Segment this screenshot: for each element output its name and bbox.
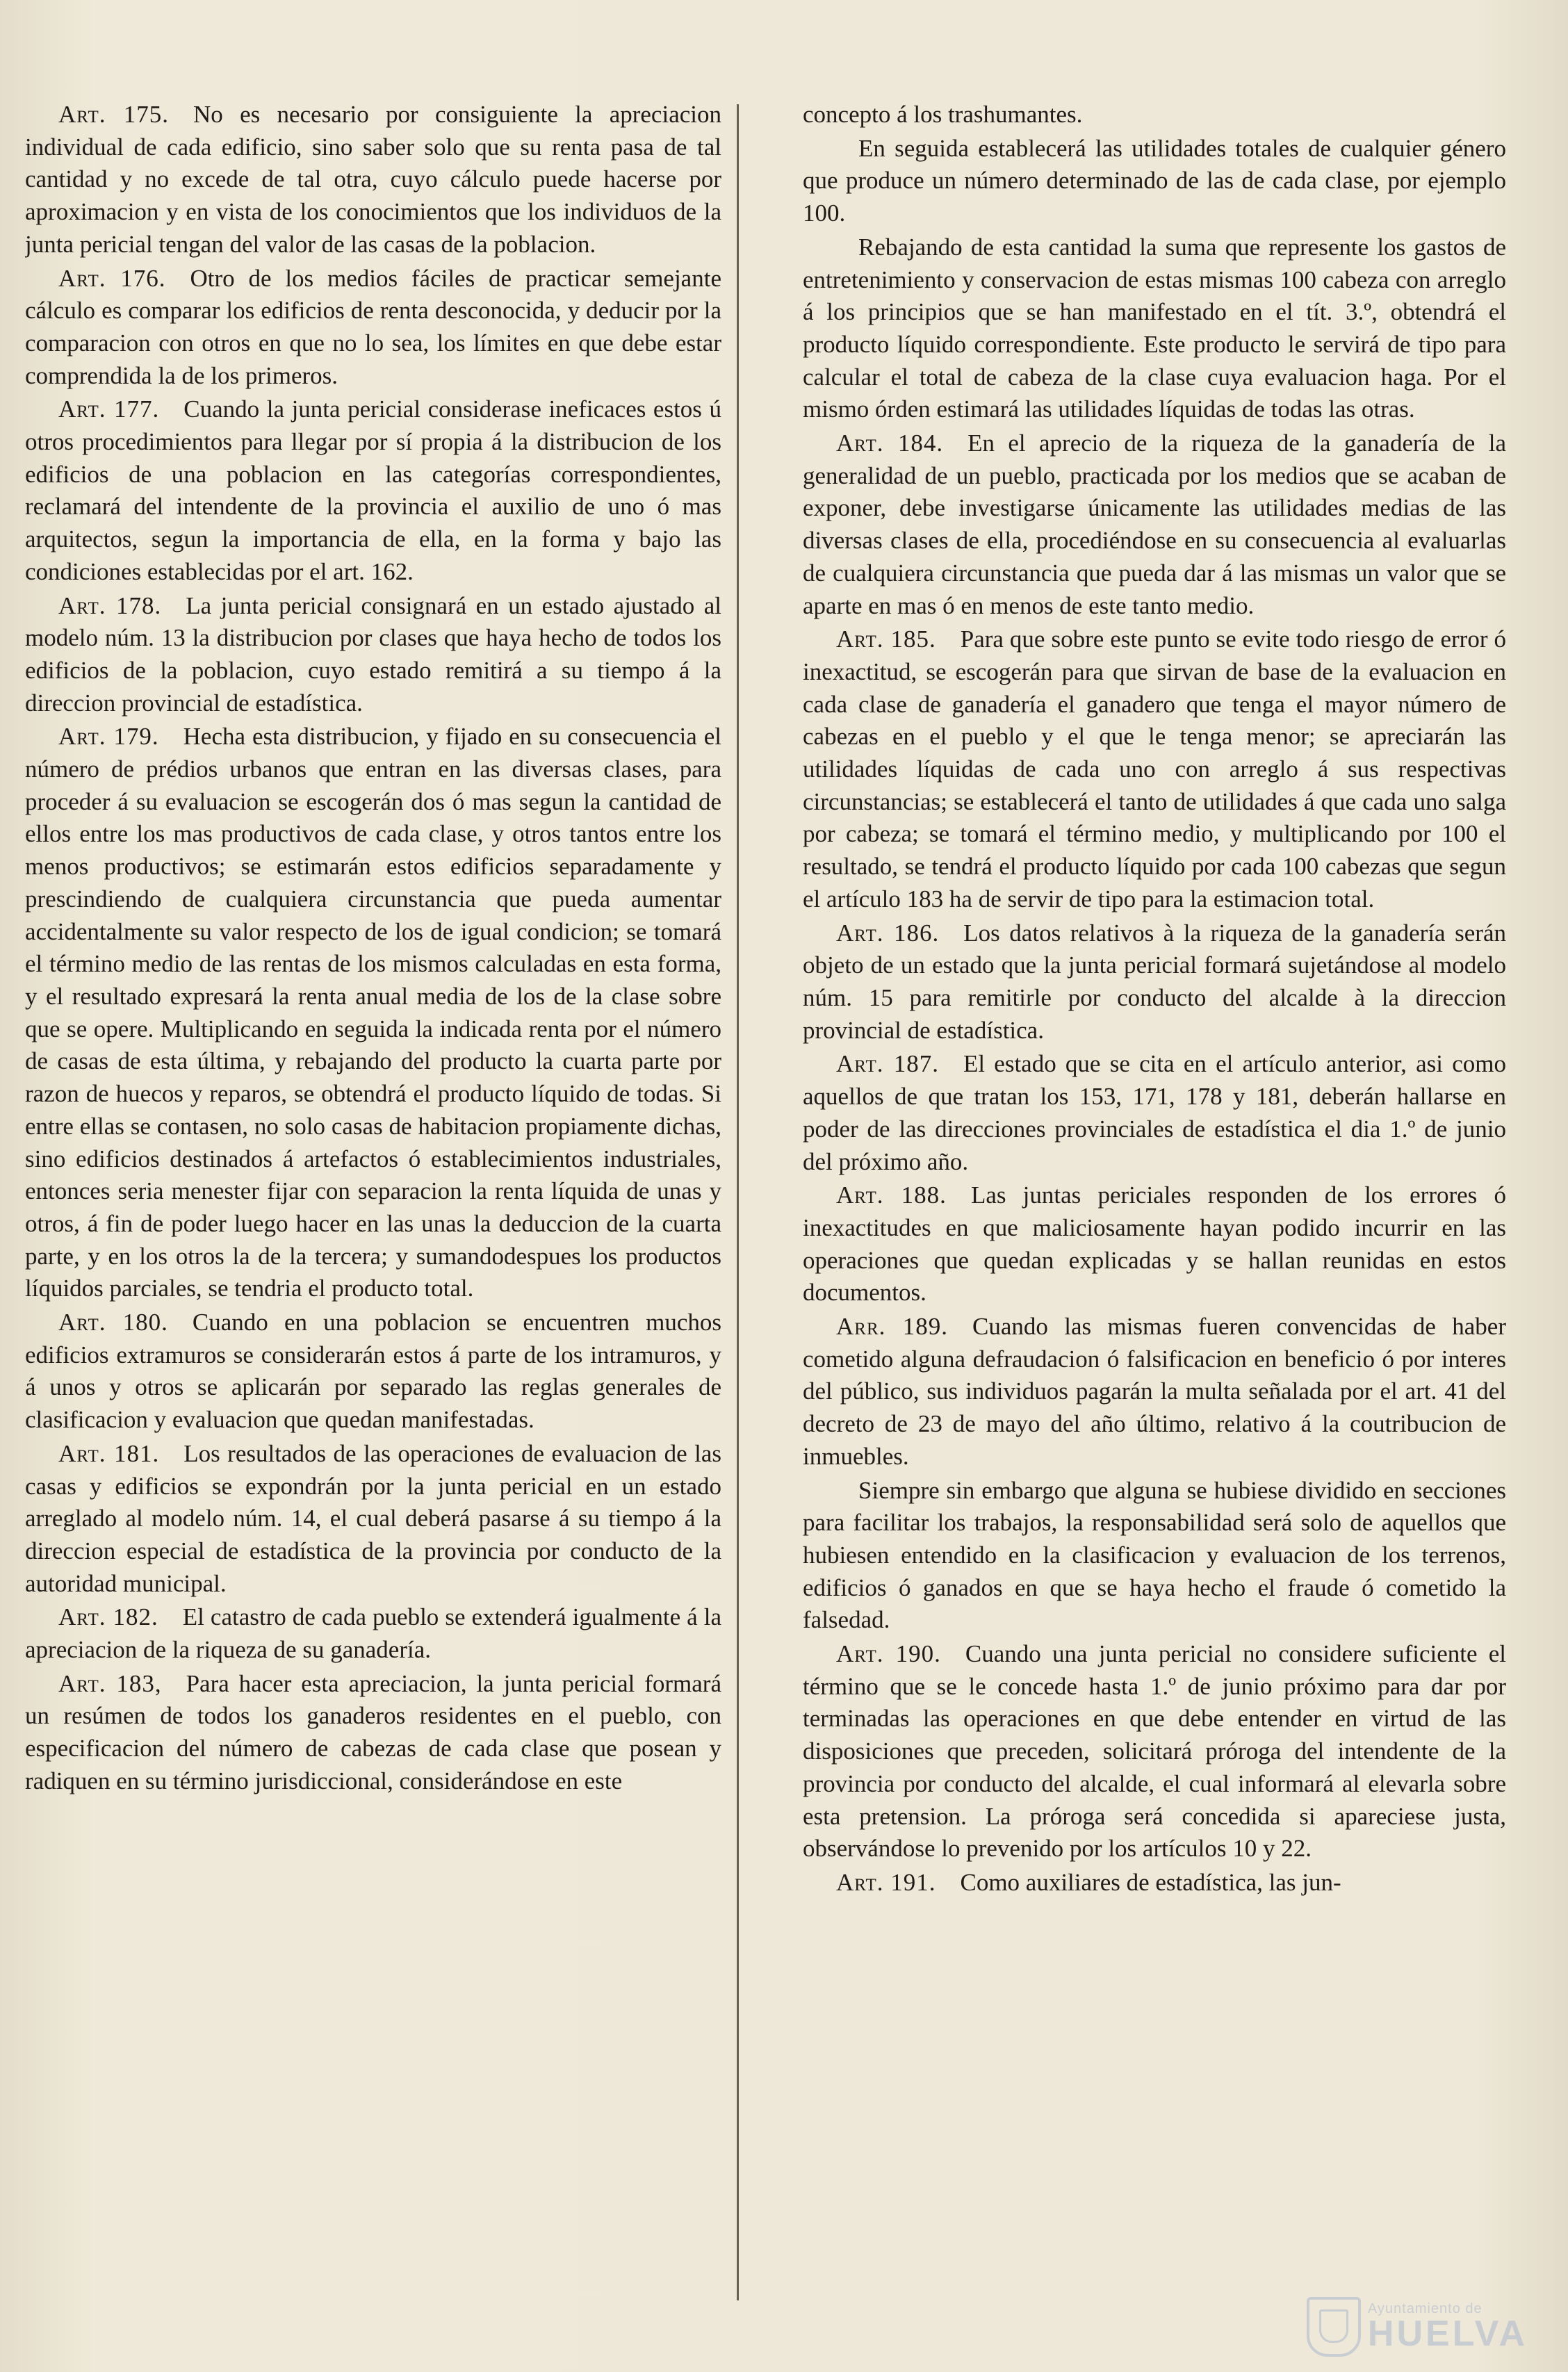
article-paragraph <box>803 1179 1506 1309</box>
archive-watermark <box>1307 2297 1528 2357</box>
watermark-big: HUELVA <box>1367 2314 1528 2354</box>
article-label: Art. 175. <box>58 101 170 128</box>
article-paragraph <box>25 721 721 1305</box>
article-label: Art. 183, <box>58 1669 162 1697</box>
article-paragraph <box>803 1638 1506 1865</box>
article-label: Art. 186. <box>836 919 940 947</box>
article-paragraph <box>803 1311 1506 1473</box>
article-paragraph <box>25 1307 721 1437</box>
article-paragraph <box>25 1601 721 1666</box>
article-text: Siempre sin embargo que alguna se hubiese dividido en secciones para facilitar los trabajos, la responsabilidad será solo de aquellos que hubiesen entendido en la clasificacion y evaluacion de los terrenos, edificios ó ganados en que se haya hecho el fraude ó cometido la falsedad. <box>803 1476 1506 1634</box>
article-label: Art. 184. <box>836 430 944 457</box>
article-text: No es necesario por consiguiente la apreciacion individual de cada edificio, sino saber solo que su renta pasa de tal cantidad y no excede de tal otra, cuyo cálculo puede hacerse por aproximacion y en vista de los conocimientos que los individuos de la junta pericial tengan del valor de las casas de la poblacion. <box>25 101 721 258</box>
article-label: Art. 182. <box>58 1603 158 1631</box>
column-divider <box>737 104 739 2300</box>
article-paragraph <box>803 133 1506 230</box>
article-text: Los resultados de las operaciones de evaluacion de las casas y edificios se expondrán por la junta pericial en un estado arreglado al modelo núm. 14, el cual deberá pasarse á su tiempo á la direccion especial de estadística de la provincia por conducto de la autoridad municipal. <box>25 1439 721 1597</box>
article-paragraph <box>803 1048 1506 1178</box>
article-text: El estado que se cita en el artículo anterior, asi como aquellos de que tratan los 153, 171, 178 y 181, deberán hallarse en poder de las direcciones provinciales de estadística el dia 1.º de junio del próximo año. <box>803 1050 1506 1175</box>
article-text: Los datos relativos à la riqueza de la ganadería serán objeto de un estado que la junta pericial formará sujetándose al modelo núm. 15 para remitirle por conducto del alcalde à la direccion provincial de estadística. <box>803 919 1506 1044</box>
article-label: Art. 190. <box>836 1640 941 1668</box>
article-paragraph <box>803 1475 1506 1637</box>
article-paragraph <box>25 1668 721 1798</box>
article-paragraph <box>803 623 1506 915</box>
article-label: Art. 180. <box>58 1309 168 1336</box>
article-paragraph <box>25 263 721 393</box>
article-label: Art. 188. <box>836 1181 947 1209</box>
article-text: Para que sobre este punto se evite todo riesgo de error ó inexactitud, se escogerán para que sirvan de base de la evaluacion en cada clase de ganadería el ganadero que tenga el mayor número de cabezas en el pueblo y el que le tenga menor; se apreciarán las utilidades líquidas de cada uno con arreglo á sus respectivas circunstancias; se establecerá el tanto de utilidades á que cada uno salga por cabeza; se tomará el término medio, y multiplicando por 100 el resultado, se tendrá el producto líquido por cada 100 cabezas que segun el artículo 183 ha de servir de tipo para la estimacion total. <box>803 625 1506 913</box>
article-text: Otro de los medios fáciles de practicar semejante cálculo es comparar los edificios de renta desconocida, y deducir por la comparacion con otros en que no lo sea, los límites en que debe estar comprendida la de los primeros. <box>25 264 721 389</box>
article-text: Cuando en una poblacion se encuentren muchos edificios extramuros se considerarán estos á parte de los intramuros, y á unos y otros se aplicarán por separado las reglas generales de clasificacion y evaluacion que quedan manifestadas. <box>25 1309 721 1434</box>
article-text: Cuando las mismas fueren convencidas de haber cometido alguna defraudacion ó falsificacion en beneficio ó por interes del público, sus individuos pagarán la multa señalada por el art. 41 del decreto de 23 de mayo del año último, relativo á la coutribucion de inmuebles. <box>803 1313 1506 1470</box>
article-text: Cuando la junta pericial considerase ineficaces estos ú otros procedimientos para llegar por sí propia á la distribucion de los edificios de una poblacion en las categorías correspondientes, reclamará del intendente de la provincia el auxilio de uno ó mas arquitectos, segun la importancia de ella, en la forma y bajo las condiciones establecidas por el art. 162. <box>25 395 721 585</box>
city-shield-icon <box>1307 2297 1361 2357</box>
article-label: Art. 187. <box>836 1050 939 1078</box>
article-text: La junta pericial consignará en un estado ajustado al modelo núm. 13 la distribucion por clases que haya hecho de todos los edificios de la poblacion, cuyo estado remitirá a su tiempo á la direccion provincial de estadística. <box>25 591 721 717</box>
article-text: Las juntas periciales responden de los errores ó inexactitudes en que maliciosamente hayan podido incurrir en las operaciones que quedan explicadas y se hallan reunidas en estos documentos. <box>803 1181 1506 1307</box>
article-text: Como auxiliares de estadística, las jun- <box>960 1868 1341 1896</box>
article-text: En el aprecio de la riqueza de la ganadería de la generalidad de un pueblo, practicada por los medios que se acaban de exponer, debe investigarse únicamente las utilidades medias de las diversas clases de ella, procediéndose en su consecuencia al evaluarlas de cualquiera circunstancia que pueda dar á las mismas un valor que se aparte en mas ó en menos de este tanto medio. <box>803 430 1506 619</box>
article-text: Para hacer esta apreciacion, la junta pericial formará un resúmen de todos los ganaderos residentes en el pueblo, con especificacion del número de cabezas de cada clase que posean y radiquen en su término jurisdiccional, considerándose en este <box>25 1669 721 1794</box>
article-paragraph <box>25 393 721 588</box>
right-column <box>803 99 1506 2330</box>
article-label: Arr. 189. <box>836 1313 948 1341</box>
article-paragraph <box>803 231 1506 426</box>
article-paragraph <box>803 427 1506 622</box>
watermark-small: Ayuntamiento de <box>1367 2301 1483 2316</box>
article-text: Hecha esta distribucion, y fijado en su consecuencia el número de prédios urbanos que entran en las diversas clases, para proceder á su evaluacion se escogerán dos ó mas segun la cantidad de ellos entre los mas productivos de cada clase, y otros tantos entre los menos productivos; se estimarán estos edificios separadamente y prescindiendo de cualquiera circunstancia que pueda aumentar accidentalmente su valor respecto de los de igual condicion; se tomará el término medio de las rentas de los mismos calculadas en esta forma, y el resultado expresará la renta anual media de los de la clase sobre que se opere. Multiplicando en seguida la indicada renta por el número de casas de esta última, y rebajando del producto la cuarta parte por razon de huecos y reparos, se obtendrá el producto líquido de todas. Si entre ellas se contasen, no solo casas de habitacion propiamente dichas, sino edificios destinados á artefactos ó establecimientos industriales, entonces seria menester fijar con separacion la renta líquida de unas y otros, á fin de poder luego hacer en las unas la deduccion de la cuarta parte, y en los otros la de la tercera; y sumandodespues los productos líquidos parciales, se tendria el producto total. <box>25 723 721 1302</box>
article-paragraph <box>25 99 721 261</box>
article-text: concepto á los trashumantes. <box>803 101 1083 128</box>
article-text: En seguida establecerá las utilidades totales de cualquier género que produce un número determinado de las de cada clase, por ejemplo 100. <box>803 134 1506 227</box>
article-paragraph <box>25 590 721 720</box>
article-paragraph <box>803 1867 1506 1899</box>
article-label: Art. 177. <box>58 395 160 423</box>
article-label: Art. 178. <box>58 591 162 619</box>
article-paragraph <box>25 1438 721 1601</box>
article-text: El catastro de cada pueblo se extenderá igualmente á la apreciacion de la riqueza de su ganadería. <box>25 1603 721 1664</box>
article-text: Rebajando de esta cantidad la suma que represente los gastos de entretenimiento y conservacion de estas mismas 100 cabeza con arreglo á los principios que se han manifestado en el tít. 3.º, obtendrá el producto líquido correspondiente. Este producto le servirá de tipo para calcular el total de cabeza de la clase cuya evaluacion haga. Por el mismo órden estimará las utilidades líquidas de todas las otras. <box>803 233 1506 423</box>
article-paragraph <box>803 99 1506 131</box>
article-paragraph <box>803 917 1506 1047</box>
article-label: Art. 176. <box>58 264 166 292</box>
left-column <box>25 99 721 2330</box>
article-label: Art. 179. <box>58 723 159 751</box>
article-label: Art. 181. <box>58 1439 160 1467</box>
article-label: Art. 191. <box>836 1868 936 1896</box>
watermark-text <box>1368 2302 1528 2352</box>
article-label: Art. 185. <box>836 625 936 653</box>
article-text: Cuando una junta pericial no considere suficiente el término que se le concede hasta 1.º de junio próximo para dar por terminadas las operaciones en que debe entender en virtud de las disposiciones que preceden, solicitará próroga del intendente de la provincia por conducto del alcalde, el cual informará al elevarla sobre esta pretension. La próroga será concedida si apareciese justa, observándose lo prevenido por los artículos 10 y 22. <box>803 1640 1506 1863</box>
